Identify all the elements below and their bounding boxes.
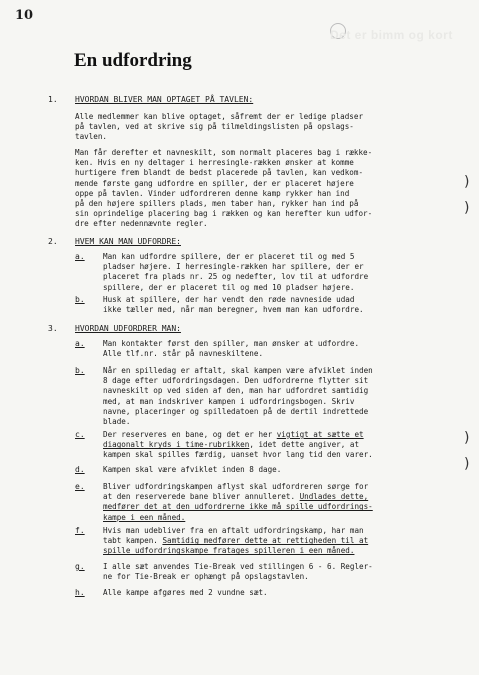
item-text [103,366,433,427]
text-line: medfører det at den udfordrerne ikke må spille udfordrings- [103,502,373,512]
item-text [103,430,433,461]
margin-bracket-mark: ) [464,430,470,446]
page-number: 10 [15,8,34,23]
section-heading: HVORDAN BLIVER MAN OPTAGET PÅ TAVLEN: [75,95,254,104]
text-line: pladser højere. I herresingle-rækken har spillere, der er [103,262,364,272]
text-line: kampe i een måned. [103,512,186,522]
text-line: ikke tæller med, når man beregner, hvem man kan udfordre. [103,305,364,315]
section-heading: HVEM KAN MAN UDFORDRE: [75,237,181,246]
text-line: med, at man indskriver kampen i udfordringsbogen. Skriv [103,396,355,406]
item-text [103,295,433,315]
item-letter: f. [75,526,85,535]
text-line: Der reserveres en bane, og det er her vigtigt at sætte et [103,430,364,439]
section-heading: HVORDAN UDFORDRER MAN: [75,324,181,333]
text-line: oppe på tavlen. Vinder udfordreren denne kamp rykker han ind [75,188,350,198]
item-text [103,465,433,475]
text-line: på den højere spillers plads, men taber han, rykker han ind på [75,199,359,209]
text-line: blade. [103,417,131,427]
text-line: at den reserverede bane bliver annulleret. Undlades dette, [103,492,369,502]
text-line: Bliver udfordringskampen aflyst skal udfordreren sørge for [103,482,369,491]
item-text [103,482,433,523]
item-letter: e. [75,482,85,491]
text-line: Husk at spillere, der har vendt den røde navneside udad [103,295,355,304]
text-line: I alle sæt anvendes Tie-Break ved stillingen 6 - 6. Regler- [103,562,373,571]
text-line: Alle kampe afgøres med 2 vundne sæt. [103,588,268,597]
margin-bracket-mark: ) [464,200,470,216]
item-letter: h. [75,588,85,597]
text-line: Man kan udfordre spillere, der er placeret til og med 5 [103,252,355,261]
text-line: Man får derefter et navneskilt, som normalt placeres bag i række- [75,148,373,157]
text-line: tabt kampen. Samtidig medfører dette at rettigheden til at [103,536,369,546]
text-line: 8 dage efter udfordringsdagen. Den udfordrerne flytter sit [103,376,369,386]
section-number: 1. [48,95,58,104]
text-line: tavlen. [75,132,108,142]
text-line: sin oprindelige placering bag i rækken og kan herefter kun udfor- [75,209,373,219]
paragraph [75,148,425,230]
item-text [103,526,433,557]
item-text [103,562,433,582]
text-line: ne for Tie-Break er ophængt på opslagstavlen. [103,572,309,582]
text-line: spille udfordringskampe fratages spilleren i een måned. [103,546,355,556]
section-number: 3. [48,324,58,333]
item-letter: a. [75,339,85,348]
paragraph [75,112,425,143]
text-line: dre efter nedennævnte regler. [75,219,208,229]
margin-bracket-mark: ) [464,456,470,472]
text-line: kampen skal spilles færdig, uanset hvor lang tid den varer. [103,450,373,460]
text-line: Alle medlemmer kan blive optaget, såfremt der er ledige pladser [75,112,364,121]
section-number: 2. [48,237,58,246]
margin-bracket-mark: ) [464,174,470,190]
item-letter: b. [75,295,85,304]
text-line: navne, placeringer og spilledatoen på de dertil indrettede [103,406,369,416]
item-letter: g. [75,562,85,571]
text-line: hurtigere frem blandt de bedst placerede på tavlen, kan vedkom- [75,168,364,178]
item-text [103,588,433,598]
show-through-text: Det er bimm og kort [330,28,453,42]
text-line: spillere, der er placeret til og med 10 pladser højere. [103,282,355,292]
text-line: på tavlen, ved at skrive sig på tilmeldingslisten på opslags- [75,122,354,132]
page-title: En udfordring [74,50,192,71]
text-line: Når en spilledag er aftalt, skal kampen være afviklet inden [103,366,373,375]
text-line: navneskilt op ved siden af den, man har udfordret samtidig [103,386,369,396]
item-letter: b. [75,366,85,375]
item-letter: a. [75,252,85,261]
text-line: placeret fra plads nr. 25 og nedefter, lov til at udfordre [103,272,369,282]
text-line: mende første gang udfordre en spiller, der er placeret højere [75,178,354,188]
text-line: Alle tlf.nr. står på navneskiltene. [103,349,264,359]
text-line: Man kontakter først den spiller, man ønsker at udfordre. [103,339,360,348]
text-line: diagonalt kryds i time-rubrikken, idet dette angiver, at [103,440,360,450]
item-text [103,339,433,359]
item-text [103,252,433,293]
item-letter: c. [75,430,85,439]
text-line: ken. Hvis en ny deltager i herresingle-rækken ønsker at komme [75,158,354,168]
text-line: Kampen skal være afviklet inden 8 dage. [103,465,282,474]
item-letter: d. [75,465,85,474]
text-line: Hvis man udebliver fra en aftalt udfordringskamp, har man [103,526,364,535]
